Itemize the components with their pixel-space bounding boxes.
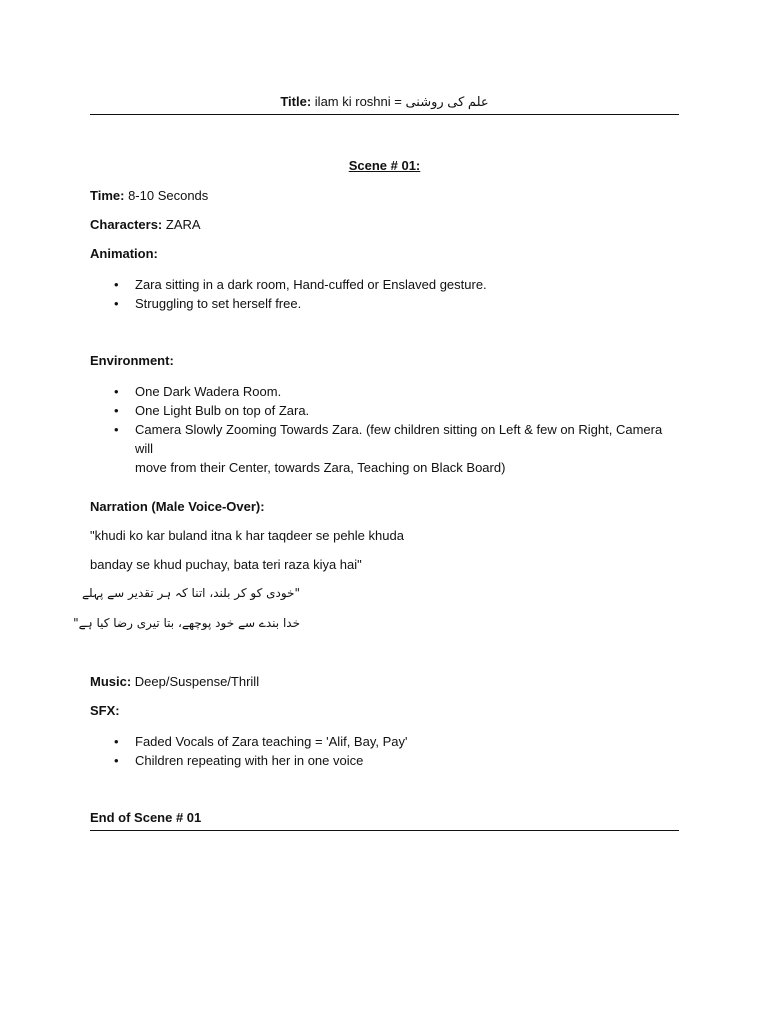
list-item (90, 732, 680, 751)
time-value: 8-10 Seconds (128, 188, 209, 203)
music-label: Music: (90, 674, 132, 689)
environment-label: Environment: (90, 353, 174, 368)
animation-list (90, 275, 680, 313)
list-item-text: Faded Vocals of Zara teaching = 'Alif, Bay, Pay' (135, 734, 408, 749)
bullet-icon: • (114, 403, 119, 418)
sfx-list (90, 732, 680, 770)
music-value: Deep/Suspense/Thrill (134, 674, 260, 689)
end-of-scene (90, 809, 201, 827)
characters-value: ZARA (165, 217, 201, 232)
environment-list (90, 382, 680, 477)
list-item (90, 275, 680, 294)
end-divider (90, 830, 679, 831)
narration-urdu-line-1: "خودی کو کر بلند، اتنا کہ ہر تقدیر سے پہلے (81, 586, 300, 600)
list-item-continuation (90, 458, 680, 477)
title-divider (90, 114, 679, 115)
list-item-text: One Light Bulb on top of Zara. (135, 403, 310, 418)
narration-line-1: "khudi ko kar buland itna k har taqdeer se pehle khuda (90, 528, 404, 543)
bullet-icon: • (114, 753, 119, 768)
list-item (90, 401, 680, 420)
characters-label: Characters: (90, 217, 163, 232)
time-label: Time: (90, 188, 125, 203)
document-title (90, 92, 679, 112)
sfx-heading (90, 702, 120, 720)
characters-line (90, 216, 201, 234)
narration-urdu-line-2: خدا بندے سے خود پوچھے، بتا تیری رضا کیا ہے" (73, 616, 300, 630)
list-item-text: move from their Center, towards Zara, Teaching on Black Board) (135, 460, 506, 475)
bullet-icon: • (114, 384, 119, 399)
bullet-icon: • (114, 422, 119, 437)
list-item-text: Camera Slowly Zooming Towards Zara. (few children sitting on Left & few on Right, Camera will (135, 422, 663, 456)
bullet-icon: • (114, 734, 119, 749)
music-line (90, 673, 259, 691)
narration-heading (90, 498, 265, 516)
title-label: Title: (280, 94, 312, 109)
list-item-text: One Dark Wadera Room. (135, 384, 282, 399)
list-item (90, 382, 680, 401)
narration-label: Narration (Male Voice-Over): (90, 499, 265, 514)
list-item (90, 420, 680, 458)
list-item-text: Zara sitting in a dark room, Hand-cuffed or Enslaved gesture. (135, 277, 487, 292)
list-item-text: Children repeating with her in one voice (135, 753, 364, 768)
environment-heading (90, 352, 174, 370)
time-line (90, 187, 208, 205)
scene-heading: Scene # 01: (348, 158, 421, 173)
animation-heading (90, 245, 158, 263)
list-item (90, 751, 680, 770)
list-item-text: Struggling to set herself free. (135, 296, 302, 311)
bullet-icon: • (114, 296, 119, 311)
animation-label: Animation: (90, 246, 158, 261)
sfx-label: SFX: (90, 703, 120, 718)
bullet-icon: • (114, 277, 119, 292)
title-value: ilam ki roshni = علم کی روشنی (314, 94, 489, 109)
end-of-scene-label: End of Scene # 01 (90, 810, 202, 825)
narration-line-2: banday se khud puchay, bata teri raza kiya hai" (90, 557, 362, 572)
list-item (90, 294, 680, 313)
